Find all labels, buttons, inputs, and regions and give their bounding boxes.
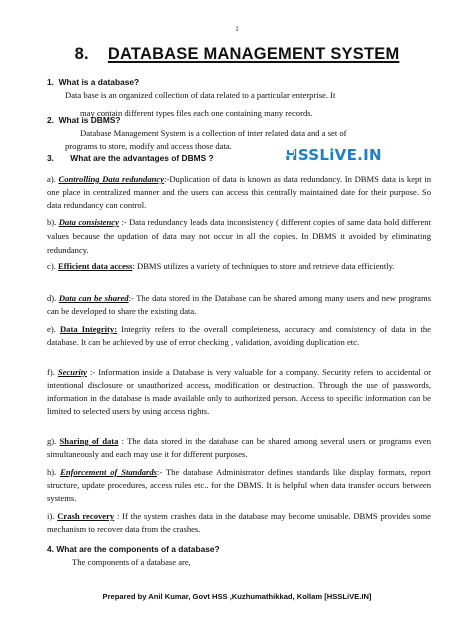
advantage-body: If the system crashes data in the database may become unusable. DBMS provides some mechanism to recover data from the crashes. — [47, 511, 431, 534]
advantage-sep: :- — [157, 467, 163, 477]
chapter-number: 8. — [74, 45, 89, 63]
advantage-i — [47, 510, 431, 536]
advantage-body: The data stored in the Database can be shared among many users and new programs can be developed to share the existing data. — [47, 293, 431, 316]
advantage-term: Sharing of data — [59, 436, 119, 446]
advantage-term: Enforcement of Standards — [60, 467, 158, 477]
advantage-sep: :- — [87, 367, 96, 377]
question-4-heading — [47, 543, 431, 556]
advantage-body: Duplication of data is known as data redundancy. In DBMS data is kept in one place in centralized manner and the users can access this centrally maintained date for their purpose. So data redundancy can control. — [47, 174, 432, 210]
advantage-term: Efficient data access — [57, 261, 133, 271]
chapter-title — [0, 45, 474, 64]
question-text: What is a database? — [58, 77, 140, 87]
advantage-label: b). — [47, 217, 57, 227]
hsslive-logo — [282, 143, 380, 167]
question-text: What are the components of a database? — [56, 544, 220, 554]
advantage-body: DBMS utilizes a variety of techniques to store and retrieve data efficiently. — [134, 261, 395, 271]
question-number: 4. — [47, 544, 54, 554]
advantage-term: Controlling Data redundancy — [58, 174, 165, 184]
question-text: What is DBMS? — [58, 115, 121, 125]
page-footer: Prepared by Anil Kumar, Govt HSS ,Kuzhumathikkad, Kollam [HSSLiVE.IN] — [102, 592, 372, 601]
hsslive-logo-text: HSSLiVE.IN — [285, 146, 382, 164]
advantage-sep: : — [118, 436, 125, 446]
question-text: What are the advantages of DBMS ? — [70, 153, 214, 163]
answer-line: Database Management System is a collection of inter related data and a set of — [80, 128, 347, 138]
advantage-term: Crash recovery — [57, 511, 115, 521]
advantage-sep: : — [132, 261, 135, 271]
advantage-label: e). — [47, 324, 56, 334]
advantage-term: Data can be shared — [58, 293, 129, 303]
question-4 — [47, 543, 431, 569]
answer-line: The components of a database are, — [72, 557, 191, 567]
advantage-d — [47, 292, 431, 318]
question-number: 2. — [47, 115, 54, 125]
question-number: 3. — [47, 153, 54, 163]
advantage-sep: :- — [128, 293, 134, 303]
advantage-body: The data stored in the database can be shared among several users or programs even simultaneously and each may use it for different purposes. — [47, 436, 432, 459]
advantage-term: Security — [57, 367, 87, 377]
advantage-sep: : — [114, 511, 120, 521]
advantage-term: Data consistency — [58, 217, 119, 227]
advantage-body: Information inside a Database is very valuable for a company. Security refers to accidental or intentional disclosure or unauthorized access, modification or destruction. Through the use of passwords, information in the database is made available only to authorized person. Access to specific information can be limited to selected users by using access rights. — [47, 367, 431, 416]
advantage-body: The database Administrator defines standards like display formats, report structure, update procedures, access rules etc.. for the DBMS. It is helpful when data transfer occurs between systems. — [47, 467, 431, 503]
answer-line: may contain different types files each one containing many records. — [80, 108, 313, 118]
chapter-title-text: DATABASE MANAGEMENT SYSTEM — [107, 45, 400, 63]
advantage-h — [47, 466, 431, 505]
answer-line: programs to store, modify and access those data. — [65, 141, 232, 151]
page-number: 1 — [235, 25, 239, 33]
advantage-label: h). — [47, 467, 57, 477]
advantage-a — [47, 173, 431, 212]
advantage-g — [47, 435, 431, 461]
advantage-b — [47, 215, 431, 257]
advantage-body: Integrity refers to the overall completeness, accuracy and consistency of data in the database. It can be achieved by use of error checking , validation, avoiding duplication etc. — [47, 324, 431, 347]
advantage-label: i). — [47, 511, 55, 521]
advantage-f — [47, 366, 431, 418]
answer-line: Data base is an organized collection of data related to a particular enterprise. It — [65, 90, 336, 100]
advantage-label: g). — [47, 436, 57, 446]
question-1-heading — [47, 76, 431, 89]
advantage-term: Data Integrity: — [59, 324, 118, 334]
advantage-sep: :- — [164, 174, 170, 184]
advantage-sep: :- — [118, 217, 127, 227]
advantage-label: a). — [47, 174, 56, 184]
question-2-heading — [47, 114, 431, 127]
advantage-label: f). — [47, 367, 55, 377]
advantage-c — [47, 260, 431, 273]
advantage-label: c). — [47, 261, 56, 271]
advantage-e — [47, 323, 431, 349]
advantage-label: d). — [47, 293, 57, 303]
advantage-body: Data redundancy leads data inconsistency ( different copies of same data hold different values because the updation of data may not occur in all the copies. In DBMS it avoided by eliminating redundancy. — [47, 217, 431, 255]
question-number: 1. — [47, 77, 54, 87]
